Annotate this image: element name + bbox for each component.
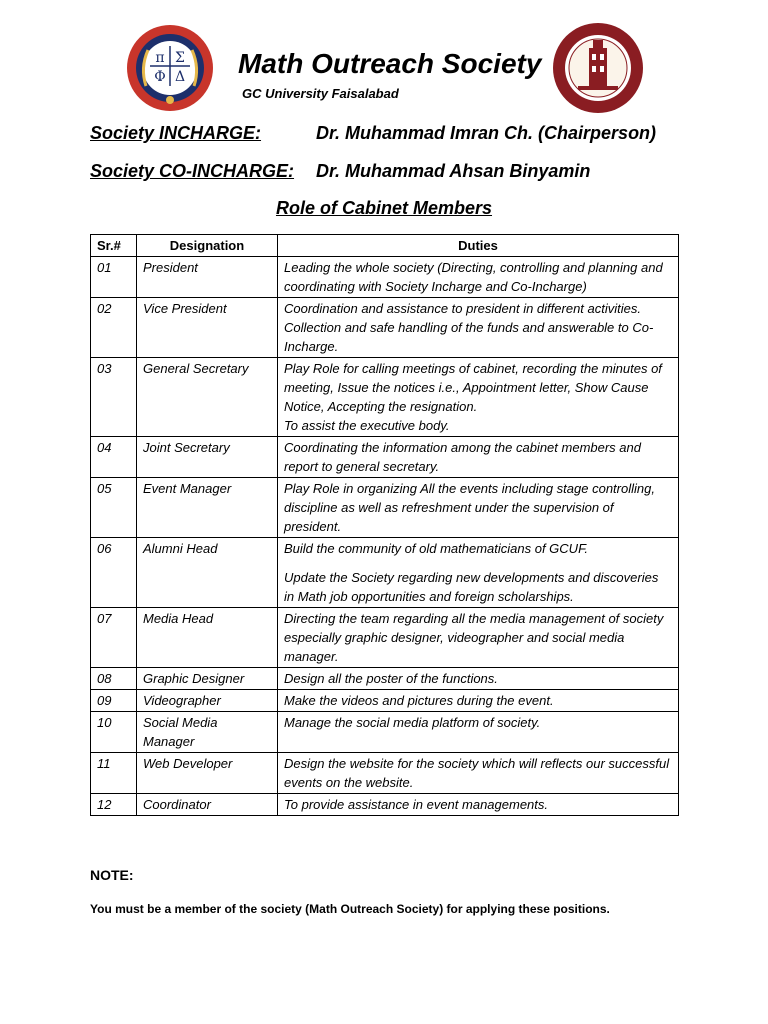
cell-sr: 11 (91, 753, 137, 794)
table-row (91, 690, 679, 712)
cell-designation: Vice President (137, 298, 278, 358)
duty-text: Play Role in organizing All the events including stage controlling, discipline as well as refreshment under the supervision of president. (284, 481, 655, 534)
duty-text: Build the community of old mathematicians of GCUF. (284, 541, 588, 556)
co-incharge-value: Dr. Muhammad Ahsan Binyamin (316, 161, 591, 181)
cell-duties (278, 608, 679, 668)
duty-text: Design all the poster of the functions. (284, 671, 498, 686)
duty-text: To assist the executive body. (284, 418, 450, 433)
table-row (91, 608, 679, 668)
page-title: Math Outreach Society (238, 48, 542, 79)
header-sr: Sr.# (91, 235, 137, 257)
cell-sr: 03 (91, 358, 137, 437)
table-row (91, 298, 679, 358)
cell-sr: 02 (91, 298, 137, 358)
co-incharge-label: Society CO-INCHARGE: (90, 161, 295, 181)
cell-designation: Videographer (137, 690, 278, 712)
duty-text: Coordinating the information among the cabinet members and report to general secretary. (284, 440, 641, 474)
header-designation: Designation (137, 235, 278, 257)
incharge-row (90, 123, 657, 144)
duty-text: To provide assistance in event managements. (284, 797, 549, 812)
duty-text: Design the website for the society which will reflects our successful events on the website. (284, 756, 670, 790)
cell-sr: 12 (91, 794, 137, 816)
table-row (91, 753, 679, 794)
incharge-value: Dr. Muhammad Imran Ch. (Chairperson) (316, 123, 657, 143)
cell-sr: 01 (91, 257, 137, 298)
cell-duties (278, 690, 679, 712)
table-row (91, 257, 679, 298)
page-subtitle: GC University Faisalabad (242, 86, 399, 101)
cell-designation: Alumni Head (137, 538, 278, 608)
table-header-row (91, 235, 679, 257)
table-row (91, 358, 679, 437)
table-row (91, 712, 679, 753)
cell-duties (278, 478, 679, 538)
cell-sr: 06 (91, 538, 137, 608)
table-row (91, 794, 679, 816)
cell-duties (278, 668, 679, 690)
duty-text: Directing the team regarding all the media management of society especially graphic designer, videographer and social media manager. (284, 611, 664, 664)
incharge-label: Society INCHARGE: (90, 123, 262, 143)
cell-designation: Web Developer (137, 753, 278, 794)
table-row (91, 668, 679, 690)
co-incharge-row (90, 161, 591, 182)
cell-sr: 07 (91, 608, 137, 668)
cell-sr: 09 (91, 690, 137, 712)
duty-text: Manage the social media platform of society. (284, 715, 541, 730)
duty-text: Make the videos and pictures during the event. (284, 693, 554, 708)
cell-duties (278, 298, 679, 358)
math-society-seal-icon (126, 24, 214, 112)
cell-designation: Social Media Manager (137, 712, 278, 753)
svg-text:Δ: Δ (174, 69, 186, 85)
cell-designation: Coordinator (137, 794, 278, 816)
duty-text: Coordination and assistance to president in different activities. Collection and safe handling of the funds and answerable to Co-Incharge. (284, 301, 654, 354)
svg-text:Σ: Σ (175, 50, 185, 66)
table-row (91, 538, 679, 608)
cell-designation: Graphic Designer (137, 668, 278, 690)
section-title: Role of Cabinet Members (275, 198, 493, 218)
cell-designation: Joint Secretary (137, 437, 278, 478)
duty-text: Leading the whole society (Directing, controlling and planning and coordinating with Society Incharge and Co-Incharge) (284, 260, 663, 294)
cell-sr: 04 (91, 437, 137, 478)
cell-sr: 05 (91, 478, 137, 538)
cell-duties (278, 712, 679, 753)
cell-duties (278, 437, 679, 478)
cabinet-roles-table (90, 234, 679, 816)
cell-designation: Media Head (137, 608, 278, 668)
cell-duties (278, 358, 679, 437)
cell-duties (278, 753, 679, 794)
header-duties: Duties (278, 235, 679, 257)
cell-sr: 10 (91, 712, 137, 753)
table-row (91, 478, 679, 538)
cell-designation: President (137, 257, 278, 298)
duty-text: Update the Society regarding new developments and discoveries in Math job opportunities and foreign scholarships. (284, 570, 659, 604)
cell-duties (278, 538, 679, 608)
table-row (91, 437, 679, 478)
gc-university-seal-icon (552, 22, 644, 114)
svg-text:Φ: Φ (154, 69, 166, 85)
note-text: You must be a member of the society (Math Outreach Society) for applying these positions. (90, 902, 610, 916)
svg-text:π: π (155, 50, 165, 66)
cell-sr: 08 (91, 668, 137, 690)
cell-duties (278, 257, 679, 298)
note-label: NOTE: (90, 867, 134, 883)
cell-designation: Event Manager (137, 478, 278, 538)
duty-text: Play Role for calling meetings of cabinet, recording the minutes of meeting, Issue the notices i.e., Appointment letter, Show Cause Notice, Accepting the resignation. (284, 361, 662, 414)
cell-designation: General Secretary (137, 358, 278, 437)
cell-duties (278, 794, 679, 816)
